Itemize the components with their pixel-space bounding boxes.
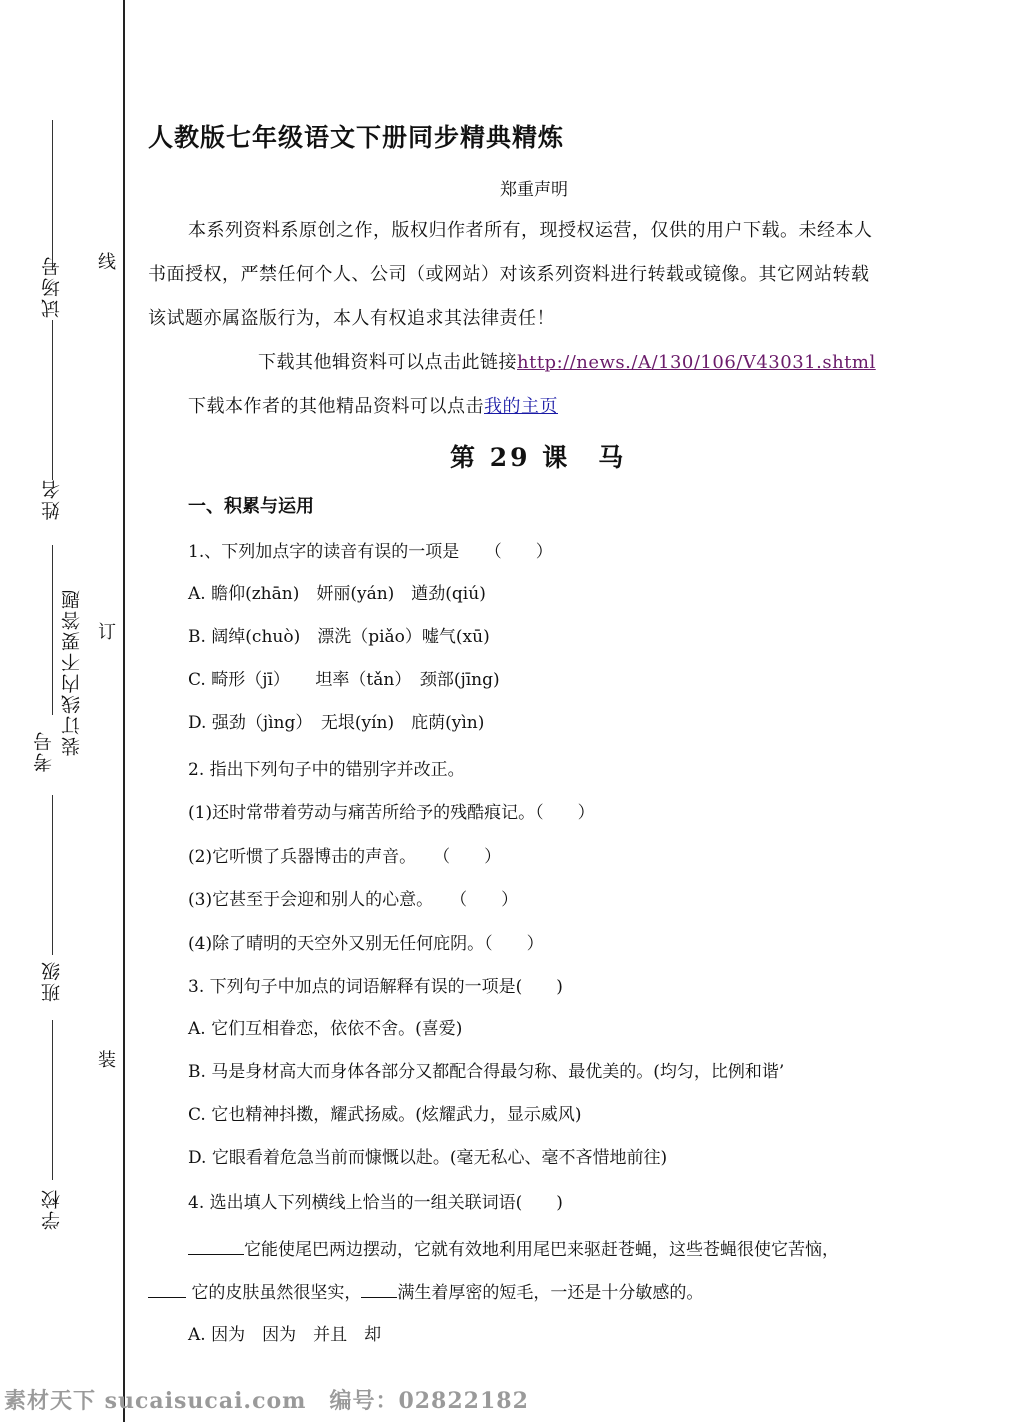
q4-passage-text-1: 它能使尾巴两边摆动，它就有效地利用尾巴来驱赶苍蝇，这些苍蝇很使它苦恼， (244, 1240, 839, 1260)
binding-mark-bind: 订 (95, 622, 116, 640)
q1-option-d: D. 强劲（jìng） 无垠(yín) 庇荫(yìn) (188, 713, 485, 733)
q3-option-d: D. 它眼看着危急当前而慷慨以赴。(毫无私心、毫不吝惜地前往) (188, 1148, 668, 1168)
q4-passage-line-2 (148, 1278, 703, 1303)
q4-option-a: A. 因为 因为 并且 却 (188, 1325, 382, 1345)
name-blank-line (52, 320, 53, 480)
exam-no-label: 考号 (33, 730, 55, 772)
q2-item-2: (2)它听惯了兵器博击的声音。 （ ） (188, 847, 502, 867)
watermark: 素材天下 sucaisucai.com 编号：02822182 (4, 1388, 529, 1414)
download-link[interactable]: http://news./A/130/106/V43031.shtml (517, 352, 876, 373)
declaration-title: 郑重声明 (500, 180, 568, 200)
declaration-line-3: 该试题亦属盗版行为，本人有权追求其法律责任！ (148, 308, 555, 329)
document-title: 人教版七年级语文下册同步精典精炼 (148, 123, 565, 152)
author-prefix: 下载本作者的其他精品资料可以点击 (188, 396, 484, 417)
author-line (188, 392, 558, 418)
exam-no-blank-line (52, 545, 53, 715)
q1-option-b: B. 阔绰(chuò) 漂洗（piǎo）嘘气(xū) (188, 627, 490, 647)
q3-stem: 3. 下列句子中加点的词语解释有误的一项是( ) (188, 977, 563, 997)
q4-blank-1[interactable] (188, 1238, 244, 1255)
no-answer-note: 装订线内不要答题 (61, 588, 83, 756)
q4-passage-line-1 (188, 1235, 839, 1260)
q4-blank-3[interactable] (361, 1281, 397, 1298)
q4-passage-text-2b: 满生着厚密的短毛，一还是十分敏感的。 (397, 1283, 704, 1303)
school-blank-line (52, 1020, 53, 1180)
download-prefix: 下载其他辑资料可以点击此链接 (258, 352, 517, 373)
q2-item-3: (3)它甚至于会迎和别人的心意。 （ ） (188, 890, 519, 910)
binding-mark-line: 线 (95, 252, 116, 270)
exam-room-label: 试场号 (41, 255, 63, 318)
q4-blank-2[interactable] (148, 1281, 186, 1298)
declaration-line-2: 书面授权，严禁任何个人、公司（或网站）对该系列资料进行转载或镜像。其它网站转载 (148, 264, 870, 285)
q3-option-c: C. 它也精神抖擞，耀武扬威。(炫耀武力，显示威风) (188, 1105, 582, 1125)
section-heading: 一、积累与运用 (188, 496, 314, 517)
q1-option-a: A. 瞻仰(zhān) 妍丽(yán) 遒劲(qiú) (188, 584, 486, 604)
declaration-line-1: 本系列资料系原创之作，版权归作者所有，现授权运营，仅供的用户下载。未经本人 (188, 220, 873, 241)
binding-mark-pack: 装 (95, 1050, 116, 1068)
lesson-title: 第 29 课 马 (450, 443, 627, 472)
q4-stem: 4. 选出填人下列横线上恰当的一组关联词语( ) (188, 1193, 563, 1213)
class-blank-line (52, 795, 53, 955)
binding-margin-line (123, 0, 125, 1422)
q3-option-a: A. 它们互相眷恋，依依不舍。(喜爱) (188, 1019, 463, 1039)
q3-option-b: B. 马是身材高大而身体各部分又都配合得最匀称、最优美的。(均匀，比例和谐’ (188, 1062, 785, 1082)
school-label: 学校 (41, 1188, 63, 1230)
name-label: 姓名 (41, 478, 63, 520)
q1-option-c: C. 畸形（jī） 坦率（tǎn） 颈部(jīng) (188, 670, 500, 690)
download-line (258, 348, 876, 374)
q2-item-1: (1)还时常带着劳动与痛苦所给予的残酷痕记。（ ） (188, 803, 595, 823)
q4-passage-text-2a: 它的皮肤虽然很坚实， (191, 1283, 362, 1303)
q2-item-4: (4)除了晴明的天空外又别无任何庇阴。（ ） (188, 934, 544, 954)
q1-stem: 1.、下列加点字的读音有误的一项是 （ ） (188, 542, 553, 562)
author-homepage-link[interactable]: 我的主页 (484, 396, 558, 417)
q2-stem: 2. 指出下列句子中的错别字并改正。 (188, 760, 465, 780)
exam-room-blank-line (52, 120, 53, 270)
class-label: 班级 (41, 960, 63, 1002)
